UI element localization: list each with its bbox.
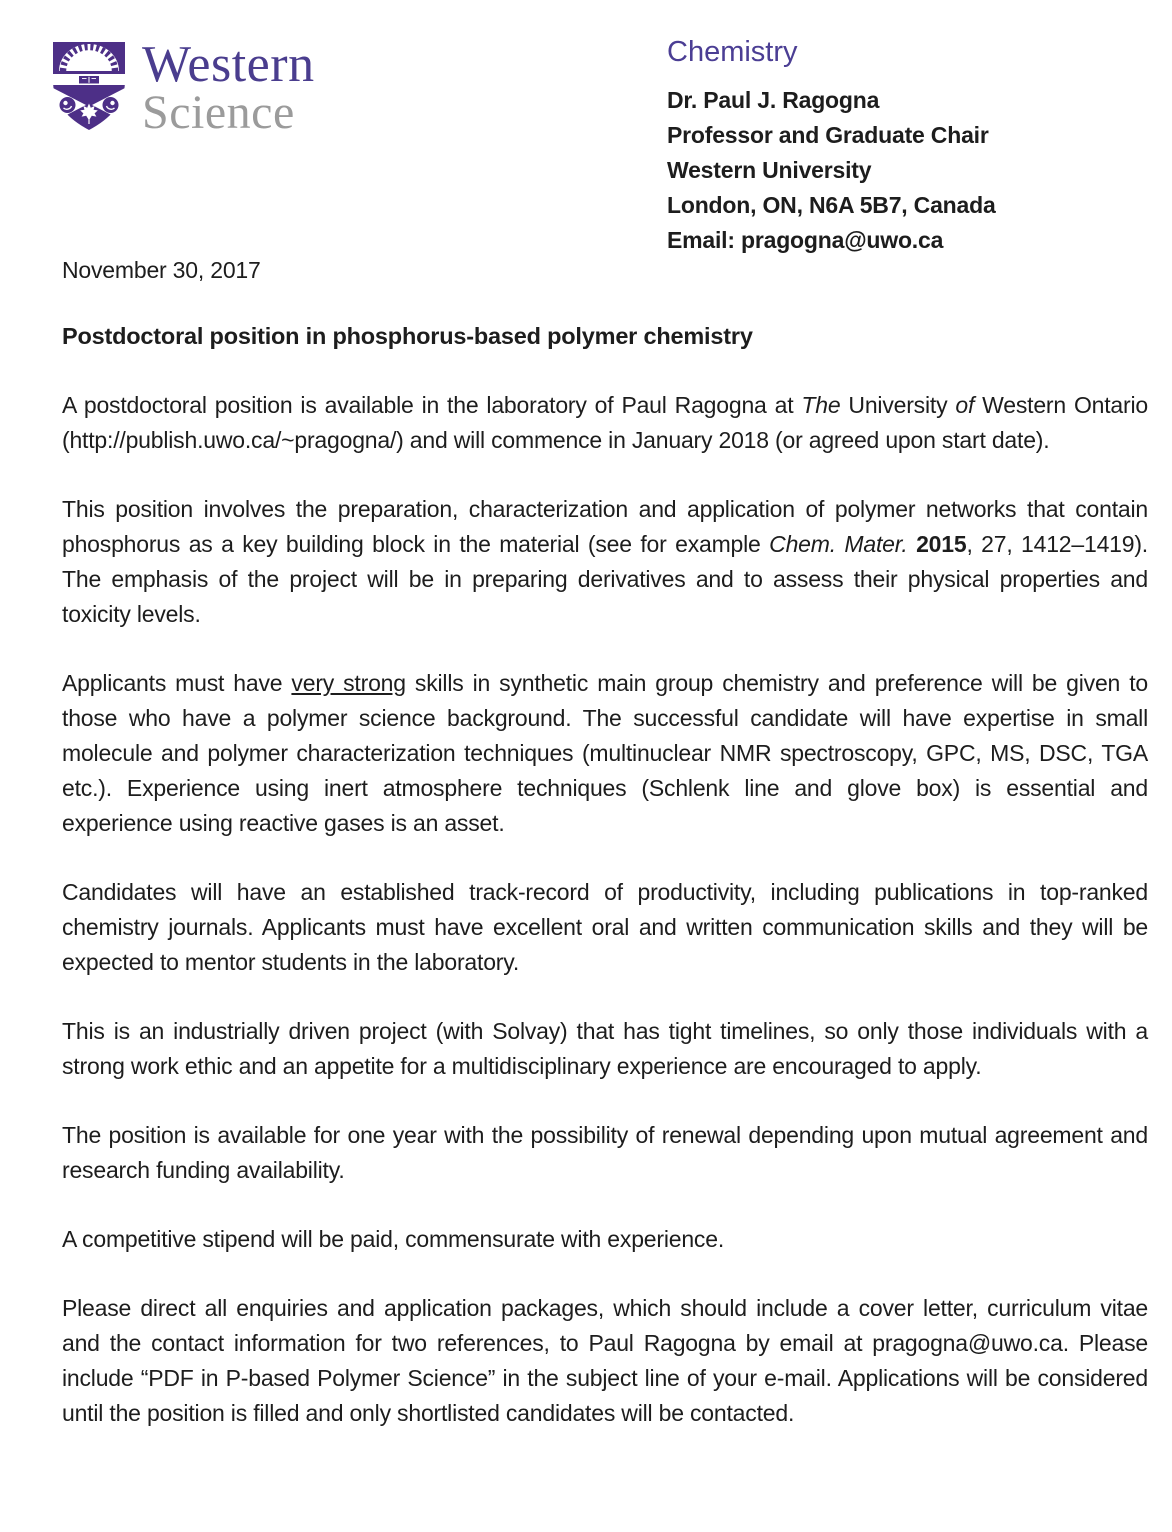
logo-word-science: Science	[142, 86, 295, 139]
paragraph-stipend: A competitive stipend will be paid, commensurate with experience.	[62, 1226, 725, 1252]
contact-block	[667, 83, 996, 258]
letter-body	[62, 388, 1148, 1431]
logo-wordmark	[142, 36, 315, 139]
paragraph-position-available: A postdoctoral position is available in the laboratory of Paul Ragogna at The University of Western Ontario (http://publish.uwo.ca/~pragogna/) and will commence in January 2018 (or agreed upon start date).	[62, 392, 1148, 453]
contact-name: Dr. Paul J. Ragogna	[667, 87, 880, 113]
department-title: Chemistry	[667, 36, 798, 68]
paragraph-applicant-skills: Applicants must have very strong skills in synthetic main group chemistry and preference will be given to those who have a polymer science background. The successful candidate will have expertise in small molecule and polymer characterization techniques (multinuclear NMR spectroscopy, GPC, MS, DSC, TGA etc.). Experience using inert atmosphere techniques (Schlenk line and glove box) is essential and experience using reactive gases is an asset.	[62, 670, 1148, 836]
contact-institution: Western University	[667, 157, 872, 183]
contact-address: London, ON, N6A 5B7, Canada	[667, 192, 996, 218]
logo-word-western: Western	[142, 36, 315, 93]
paragraph-position-description: This position involves the preparation, characterization and application of polymer networks that contain phosphorus as a key building block in the material (see for example Chem. Mater. 2015, 27, 1412–1419). The emphasis of the project will be in preparing derivatives and to assess their physical properties and toxicity levels.	[62, 496, 1148, 627]
sender-block	[667, 34, 996, 258]
western-crest-icon	[50, 40, 128, 132]
paragraph-position-duration: The position is available for one year with the possibility of renewal depending upon mutual agreement and research funding availability.	[62, 1122, 1148, 1183]
letterhead	[0, 0, 1172, 253]
paragraph-track-record: Candidates will have an established track-record of productivity, including publications in top-ranked chemistry journals. Applicants must have excellent oral and written communication skills and they will be expected to mentor students in the laboratory.	[62, 879, 1148, 975]
contact-role: Professor and Graduate Chair	[667, 122, 989, 148]
paragraph-industrial-project: This is an industrially driven project (with Solvay) that has tight timelines, so only those individuals with a strong work ethic and an appetite for a multidisciplinary experience are encouraged to apply.	[62, 1018, 1148, 1079]
contact-email: Email: pragogna@uwo.ca	[667, 227, 944, 253]
paragraph-application-instructions: Please direct all enquiries and application packages, which should include a cover letter, curriculum vitae and the contact information for two references, to Paul Ragogna by email at pragogna@uwo.ca. Please include “PDF in P-based Polymer Science” in the subject line of your e-mail. Applications will be considered until the position is filled and only shortlisted candidates will be contacted.	[62, 1295, 1148, 1426]
western-science-logo	[50, 36, 315, 139]
letter-subject: Postdoctoral position in phosphorus-based polymer chemistry	[62, 323, 753, 349]
letter-date: November 30, 2017	[62, 257, 261, 283]
letter-content	[0, 253, 1172, 1431]
